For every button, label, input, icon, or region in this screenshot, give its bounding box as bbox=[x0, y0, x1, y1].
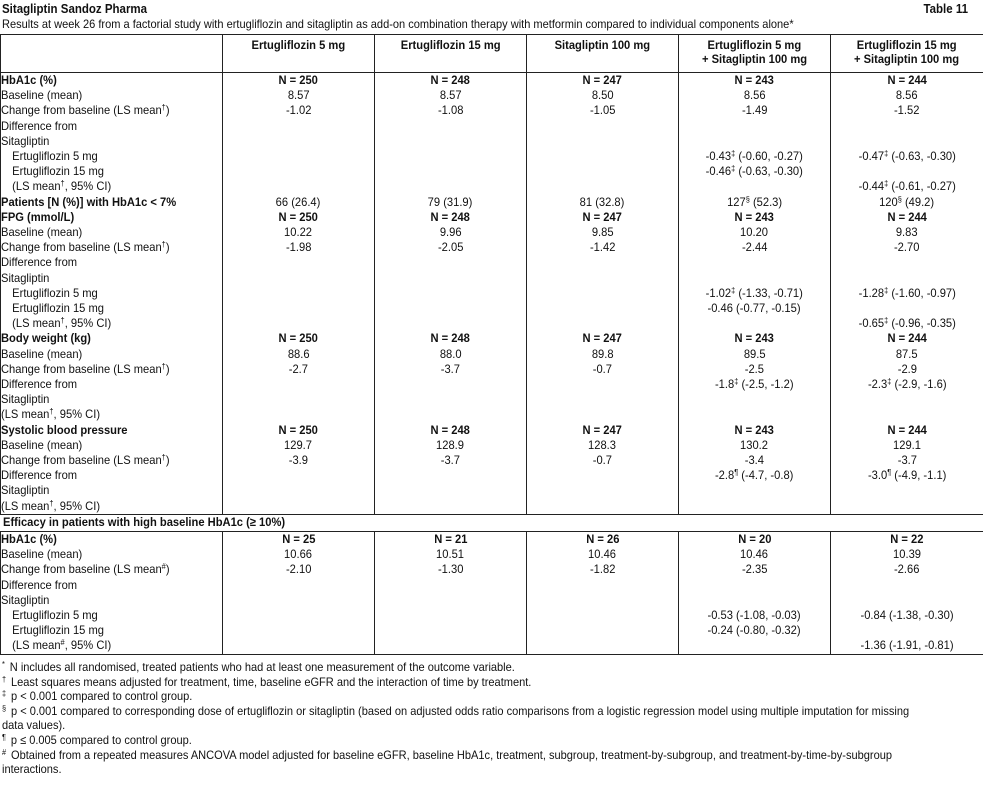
row-label: Body weight (kg) bbox=[1, 331, 223, 346]
table-caption: Results at week 26 from a factorial study with ertugliflozin and sitagliptin as add-on combination therapy with metformin compared to individual components alone* bbox=[2, 17, 794, 31]
footnote: * N includes all randomised, treated patients who had at least one measurement of the outcome variable. bbox=[2, 660, 515, 674]
table-cell: -0.53 (-1.08, -0.03) bbox=[679, 608, 831, 623]
table-cell: N = 20 bbox=[679, 531, 831, 547]
table-cell: 66 (26.4) bbox=[223, 195, 375, 210]
row-label: Change from baseline (LS mean#) bbox=[1, 562, 223, 577]
row-label: Ertugliflozin 15 mg bbox=[1, 623, 223, 638]
table-section-row bbox=[1, 531, 983, 547]
row-label: Change from baseline (LS mean†) bbox=[1, 240, 223, 255]
table-cell: N = 243 bbox=[679, 423, 831, 438]
table-row bbox=[1, 499, 983, 515]
footnotes bbox=[2, 660, 931, 777]
row-label: Ertugliflozin 15 mg bbox=[1, 164, 223, 179]
table-cell bbox=[679, 392, 831, 407]
table-cell: -2.5 bbox=[679, 362, 831, 377]
table-cell bbox=[831, 271, 983, 286]
table-cell: N = 25 bbox=[223, 531, 375, 547]
table-cell: -1.49 bbox=[679, 103, 831, 118]
table-cell: -1.05 bbox=[527, 103, 679, 118]
table-row bbox=[1, 240, 983, 255]
table-cell bbox=[679, 316, 831, 331]
section-title-row bbox=[1, 514, 983, 531]
footnote: ¶ p ≤ 0.005 compared to control group. bbox=[2, 732, 192, 747]
table-cell: -1.02‡ (-1.33, -0.71) bbox=[679, 286, 831, 301]
table-row bbox=[1, 453, 983, 468]
table-row bbox=[1, 623, 983, 638]
table-cell: 9.83 bbox=[831, 225, 983, 240]
table-cell bbox=[375, 286, 527, 301]
table-cell bbox=[527, 608, 679, 623]
table-row bbox=[1, 362, 983, 377]
table-cell bbox=[223, 623, 375, 638]
table-cell: 129.7 bbox=[223, 438, 375, 453]
table-cell: -2.05 bbox=[375, 240, 527, 255]
table-cell bbox=[527, 255, 679, 270]
table-cell: -1.52 bbox=[831, 103, 983, 118]
table-cell: 8.50 bbox=[527, 88, 679, 103]
table-row bbox=[1, 271, 983, 286]
table-cell bbox=[527, 301, 679, 316]
row-label: FPG (mmol/L) bbox=[1, 210, 223, 225]
table-row bbox=[1, 316, 983, 331]
table-cell: N = 248 bbox=[375, 73, 527, 89]
table-cell bbox=[831, 593, 983, 608]
table-row bbox=[1, 608, 983, 623]
row-label: Sitagliptin bbox=[1, 392, 223, 407]
table-cell bbox=[527, 593, 679, 608]
table-cell bbox=[679, 255, 831, 270]
table-cell bbox=[375, 593, 527, 608]
table-cell: -2.7 bbox=[223, 362, 375, 377]
table-cell: -1.30 bbox=[375, 562, 527, 577]
table-cell: N = 250 bbox=[223, 423, 375, 438]
table-cell bbox=[527, 119, 679, 134]
table-row bbox=[1, 638, 983, 654]
table-cell bbox=[223, 286, 375, 301]
table-cell: -2.3‡ (-2.9, -1.6) bbox=[831, 377, 983, 392]
table-cell: -2.66 bbox=[831, 562, 983, 577]
row-label: Baseline (mean) bbox=[1, 225, 223, 240]
table-cell: 79 (31.9) bbox=[375, 195, 527, 210]
table-cell: -0.84 (-1.38, -0.30) bbox=[831, 608, 983, 623]
table-cell: -3.0¶ (-4.9, -1.1) bbox=[831, 468, 983, 483]
row-label: Difference from bbox=[1, 377, 223, 392]
row-label: Change from baseline (LS mean†) bbox=[1, 453, 223, 468]
table-cell: N = 248 bbox=[375, 423, 527, 438]
table-cell: N = 248 bbox=[375, 331, 527, 346]
table-cell: 8.56 bbox=[679, 88, 831, 103]
row-label: Change from baseline (LS mean†) bbox=[1, 103, 223, 118]
table-cell: N = 247 bbox=[527, 210, 679, 225]
table-cell: -2.10 bbox=[223, 562, 375, 577]
table-cell bbox=[527, 286, 679, 301]
column-header: Ertugliflozin 15 mg bbox=[375, 35, 527, 73]
table-cell: N = 244 bbox=[831, 331, 983, 346]
table-cell bbox=[679, 483, 831, 498]
row-label: (LS mean†, 95% CI) bbox=[1, 499, 223, 515]
table-cell: 9.85 bbox=[527, 225, 679, 240]
table-cell bbox=[375, 483, 527, 498]
row-label: Difference from bbox=[1, 578, 223, 593]
table-row bbox=[1, 483, 983, 498]
table-cell: -1.98 bbox=[223, 240, 375, 255]
table-cell bbox=[831, 407, 983, 422]
table-cell bbox=[831, 392, 983, 407]
table-cell: N = 243 bbox=[679, 331, 831, 346]
table-cell: -1.08 bbox=[375, 103, 527, 118]
table-cell: 10.46 bbox=[527, 547, 679, 562]
table-section-row bbox=[1, 210, 983, 225]
table-cell bbox=[527, 623, 679, 638]
table-cell: 130.2 bbox=[679, 438, 831, 453]
table-cell bbox=[223, 179, 375, 194]
table-cell: 81 (32.8) bbox=[527, 195, 679, 210]
table-cell: 120§ (49.2) bbox=[831, 195, 983, 210]
table-cell bbox=[375, 392, 527, 407]
document-header bbox=[2, 2, 968, 16]
table-cell bbox=[223, 578, 375, 593]
row-label: Difference from bbox=[1, 255, 223, 270]
table-row bbox=[1, 179, 983, 194]
row-label: Patients [N (%)] with HbA1c < 7% bbox=[1, 195, 223, 210]
row-label: (LS mean†, 95% CI) bbox=[1, 179, 223, 194]
table-row bbox=[1, 301, 983, 316]
table-row bbox=[1, 134, 983, 149]
table-cell bbox=[223, 119, 375, 134]
table-cell bbox=[223, 638, 375, 654]
table-cell bbox=[223, 301, 375, 316]
table-cell bbox=[223, 608, 375, 623]
table-cell: 89.5 bbox=[679, 347, 831, 362]
row-label: (LS mean†, 95% CI) bbox=[1, 407, 223, 422]
table-cell: -3.7 bbox=[375, 362, 527, 377]
table-cell: N = 21 bbox=[375, 531, 527, 547]
table-cell: 8.57 bbox=[223, 88, 375, 103]
column-header: Ertugliflozin 15 mg + Sitagliptin 100 mg bbox=[831, 35, 983, 73]
row-label: (LS mean#, 95% CI) bbox=[1, 638, 223, 654]
table-cell: N = 247 bbox=[527, 423, 679, 438]
table-cell: 128.9 bbox=[375, 438, 527, 453]
table-cell bbox=[679, 499, 831, 515]
table-cell bbox=[527, 149, 679, 164]
table-cell: 10.46 bbox=[679, 547, 831, 562]
table-row bbox=[1, 119, 983, 134]
table-cell bbox=[375, 407, 527, 422]
row-label: Sitagliptin bbox=[1, 483, 223, 498]
table-row bbox=[1, 578, 983, 593]
row-label: Ertugliflozin 5 mg bbox=[1, 608, 223, 623]
table-cell: -1.42 bbox=[527, 240, 679, 255]
row-label: Change from baseline (LS mean†) bbox=[1, 362, 223, 377]
table-cell bbox=[831, 164, 983, 179]
table-section-row bbox=[1, 331, 983, 346]
table-cell: N = 250 bbox=[223, 210, 375, 225]
table-cell: -0.7 bbox=[527, 453, 679, 468]
table-row bbox=[1, 468, 983, 483]
table-cell bbox=[527, 271, 679, 286]
table-cell: N = 250 bbox=[223, 73, 375, 89]
table-cell bbox=[375, 255, 527, 270]
table-cell: 8.56 bbox=[831, 88, 983, 103]
table-cell: 10.66 bbox=[223, 547, 375, 562]
row-label: Baseline (mean) bbox=[1, 547, 223, 562]
table-row bbox=[1, 562, 983, 577]
table-cell: N = 247 bbox=[527, 331, 679, 346]
table-cell bbox=[527, 164, 679, 179]
table-cell: 129.1 bbox=[831, 438, 983, 453]
table-cell: -0.44‡ (-0.61, -0.27) bbox=[831, 179, 983, 194]
table-cell: N = 244 bbox=[831, 423, 983, 438]
table-cell: N = 22 bbox=[831, 531, 983, 547]
footnote: § p < 0.001 compared to corresponding dose of ertugliflozin or sitagliptin (based on adjusted odds ratio comparisons from a logistic regression model using multiple imputation for missing data values). bbox=[2, 703, 910, 733]
table-cell: -0.7 bbox=[527, 362, 679, 377]
table-cell: -2.35 bbox=[679, 562, 831, 577]
table-cell: N = 244 bbox=[831, 73, 983, 89]
table-cell bbox=[679, 407, 831, 422]
table-cell: -0.46 (-0.77, -0.15) bbox=[679, 301, 831, 316]
row-label: HbA1c (%) bbox=[1, 73, 223, 89]
table-row bbox=[1, 547, 983, 562]
table-cell bbox=[223, 255, 375, 270]
column-header-row bbox=[1, 35, 983, 73]
table-cell bbox=[679, 271, 831, 286]
column-header: Sitagliptin 100 mg bbox=[527, 35, 679, 73]
table-row bbox=[1, 149, 983, 164]
table-cell: 9.96 bbox=[375, 225, 527, 240]
table-cell bbox=[223, 483, 375, 498]
table-cell: -3.7 bbox=[831, 453, 983, 468]
table-section-row bbox=[1, 423, 983, 438]
table-row bbox=[1, 103, 983, 118]
table-cell: 88.6 bbox=[223, 347, 375, 362]
table-cell: -2.70 bbox=[831, 240, 983, 255]
table-section-row bbox=[1, 195, 983, 210]
footnote: ‡ p < 0.001 compared to control group. bbox=[2, 689, 193, 704]
table-cell bbox=[375, 316, 527, 331]
table-cell: N = 250 bbox=[223, 331, 375, 346]
table-cell: -0.46‡ (-0.63, -0.30) bbox=[679, 164, 831, 179]
table-cell: 10.39 bbox=[831, 547, 983, 562]
table-cell bbox=[223, 134, 375, 149]
table-cell bbox=[223, 499, 375, 515]
table-cell bbox=[223, 164, 375, 179]
footnote: # Obtained from a repeated measures ANCOVA model adjusted for baseline eGFR, baseline HbA1c, treatment, subgroup, treatment-by-subgroup, and treatment-by-time-by-subgroup interactions. bbox=[2, 747, 892, 777]
table-row bbox=[1, 286, 983, 301]
table-cell: N = 248 bbox=[375, 210, 527, 225]
table-cell bbox=[527, 392, 679, 407]
table-cell bbox=[375, 468, 527, 483]
table-cell bbox=[831, 483, 983, 498]
table-cell: 10.20 bbox=[679, 225, 831, 240]
table-cell bbox=[375, 377, 527, 392]
table-cell bbox=[223, 149, 375, 164]
table-cell bbox=[375, 164, 527, 179]
table-cell: 128.3 bbox=[527, 438, 679, 453]
table-row bbox=[1, 392, 983, 407]
table-cell: 87.5 bbox=[831, 347, 983, 362]
table-cell bbox=[527, 638, 679, 654]
table-cell: -0.65‡ (-0.96, -0.35) bbox=[831, 316, 983, 331]
table-cell: 10.22 bbox=[223, 225, 375, 240]
row-label: Baseline (mean) bbox=[1, 347, 223, 362]
table-cell bbox=[527, 134, 679, 149]
table-cell bbox=[375, 134, 527, 149]
footnote: † Least squares means adjusted for treatment, time, baseline eGFR and the interaction of time by treatment. bbox=[2, 674, 532, 689]
table-cell: -1.28‡ (-1.60, -0.97) bbox=[831, 286, 983, 301]
table-cell bbox=[375, 149, 527, 164]
table-cell: N = 26 bbox=[527, 531, 679, 547]
column-header: Ertugliflozin 5 mg + Sitagliptin 100 mg bbox=[679, 35, 831, 73]
table-cell bbox=[679, 638, 831, 654]
row-label: Ertugliflozin 15 mg bbox=[1, 301, 223, 316]
row-label: HbA1c (%) bbox=[1, 531, 223, 547]
table-cell bbox=[831, 301, 983, 316]
row-label: Sitagliptin bbox=[1, 134, 223, 149]
table-cell: -3.4 bbox=[679, 453, 831, 468]
row-label: Systolic blood pressure bbox=[1, 423, 223, 438]
table-cell bbox=[223, 468, 375, 483]
table-cell bbox=[375, 623, 527, 638]
table-cell bbox=[831, 119, 983, 134]
table-cell: -1.36 (-1.91, -0.81) bbox=[831, 638, 983, 654]
table-cell bbox=[223, 271, 375, 286]
table-cell bbox=[375, 578, 527, 593]
table-cell bbox=[527, 316, 679, 331]
table-row bbox=[1, 255, 983, 270]
row-label: Ertugliflozin 5 mg bbox=[1, 149, 223, 164]
table-cell: -0.43‡ (-0.60, -0.27) bbox=[679, 149, 831, 164]
table-section-row bbox=[1, 73, 983, 89]
table-cell bbox=[831, 499, 983, 515]
table-cell bbox=[679, 134, 831, 149]
table-cell bbox=[831, 134, 983, 149]
table-cell bbox=[527, 468, 679, 483]
row-label: Baseline (mean) bbox=[1, 88, 223, 103]
results-table bbox=[0, 34, 983, 655]
row-label: (LS mean†, 95% CI) bbox=[1, 316, 223, 331]
table-cell bbox=[679, 179, 831, 194]
table-cell bbox=[527, 499, 679, 515]
row-label: Sitagliptin bbox=[1, 271, 223, 286]
table-cell: -1.82 bbox=[527, 562, 679, 577]
row-label: Difference from bbox=[1, 468, 223, 483]
table-cell bbox=[375, 179, 527, 194]
table-cell bbox=[527, 407, 679, 422]
table-cell: -2.8¶ (-4.7, -0.8) bbox=[679, 468, 831, 483]
row-label: Sitagliptin bbox=[1, 593, 223, 608]
table-cell: 10.51 bbox=[375, 547, 527, 562]
table-cell bbox=[527, 483, 679, 498]
table-cell: -0.24 (-0.80, -0.32) bbox=[679, 623, 831, 638]
table-row bbox=[1, 377, 983, 392]
table-cell: N = 247 bbox=[527, 73, 679, 89]
table-cell bbox=[831, 578, 983, 593]
table-cell: 127§ (52.3) bbox=[679, 195, 831, 210]
table-cell: -2.44 bbox=[679, 240, 831, 255]
table-cell bbox=[375, 499, 527, 515]
table-cell bbox=[375, 271, 527, 286]
table-number: Table 11 bbox=[923, 2, 968, 16]
table-cell bbox=[527, 578, 679, 593]
table-cell: 8.57 bbox=[375, 88, 527, 103]
table-cell bbox=[527, 179, 679, 194]
table-cell bbox=[831, 623, 983, 638]
table-cell bbox=[375, 301, 527, 316]
table-cell: -0.47‡ (-0.63, -0.30) bbox=[831, 149, 983, 164]
table-row bbox=[1, 438, 983, 453]
company-name: Sitagliptin Sandoz Pharma bbox=[2, 2, 148, 16]
table-cell: 88.0 bbox=[375, 347, 527, 362]
table-cell bbox=[679, 119, 831, 134]
table-cell: -2.9 bbox=[831, 362, 983, 377]
table-row bbox=[1, 407, 983, 422]
table-cell: N = 244 bbox=[831, 210, 983, 225]
table-cell: 89.8 bbox=[527, 347, 679, 362]
row-label: Difference from bbox=[1, 119, 223, 134]
table-cell: -3.7 bbox=[375, 453, 527, 468]
table-cell: N = 243 bbox=[679, 210, 831, 225]
table-row bbox=[1, 347, 983, 362]
column-header: Ertugliflozin 5 mg bbox=[223, 35, 375, 73]
table-cell bbox=[223, 316, 375, 331]
table-row bbox=[1, 593, 983, 608]
row-label: Baseline (mean) bbox=[1, 438, 223, 453]
table-cell bbox=[375, 608, 527, 623]
table-cell: -3.9 bbox=[223, 453, 375, 468]
table-cell bbox=[679, 593, 831, 608]
table-cell bbox=[223, 593, 375, 608]
table-cell bbox=[223, 407, 375, 422]
table-cell bbox=[679, 578, 831, 593]
table-cell bbox=[527, 377, 679, 392]
table-row bbox=[1, 225, 983, 240]
table-cell bbox=[223, 377, 375, 392]
table-row bbox=[1, 88, 983, 103]
table-row bbox=[1, 164, 983, 179]
row-label: Ertugliflozin 5 mg bbox=[1, 286, 223, 301]
section-title: Efficacy in patients with high baseline HbA1c (≥ 10%) bbox=[1, 514, 983, 531]
table-cell: N = 243 bbox=[679, 73, 831, 89]
column-header-empty bbox=[1, 35, 223, 73]
table-cell bbox=[831, 255, 983, 270]
table-cell: -1.02 bbox=[223, 103, 375, 118]
table-cell bbox=[223, 392, 375, 407]
table-cell bbox=[375, 119, 527, 134]
table-cell: -1.8‡ (-2.5, -1.2) bbox=[679, 377, 831, 392]
table-cell bbox=[375, 638, 527, 654]
